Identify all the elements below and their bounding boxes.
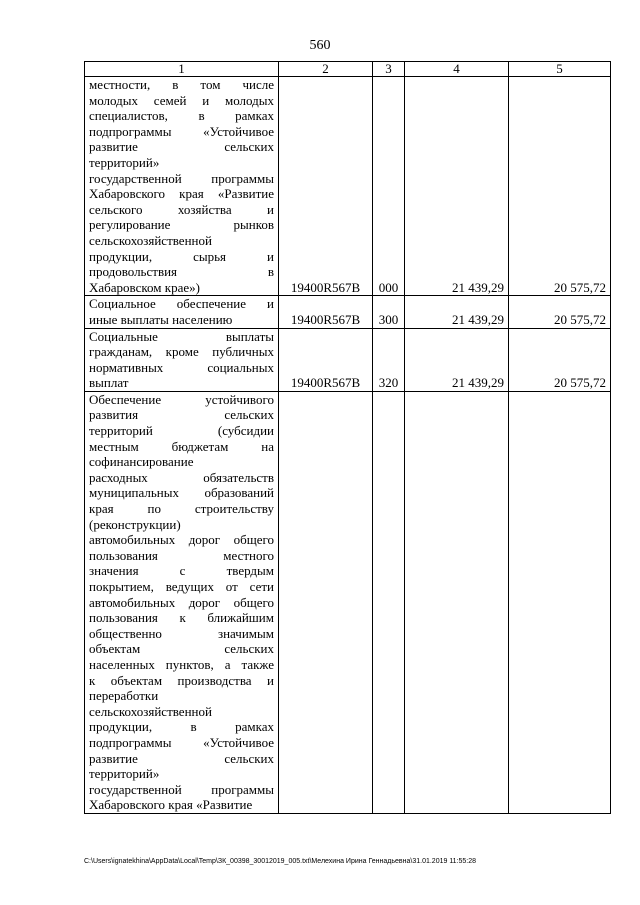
description-line: государственной программы (89, 170, 274, 186)
description-line: объектам сельских (89, 641, 274, 657)
description-line: выплат (89, 375, 129, 391)
description-line: (реконструкции) (89, 516, 181, 532)
target-article-code (279, 391, 373, 813)
description-line: сельскохозяйственной (89, 703, 212, 719)
column-header-5: 5 (509, 62, 611, 77)
column-header-2: 2 (279, 62, 373, 77)
header-row (85, 62, 611, 77)
row-description (85, 296, 279, 328)
description-line: развитие сельских (89, 139, 274, 155)
expense-type-code: 000 (373, 77, 405, 296)
description-line: значения с твердым (89, 563, 274, 579)
description-line: Хабаровском крае») (89, 279, 200, 295)
target-article-code: 19400R567B (279, 296, 373, 328)
amount-year-2: 20 575,72 (509, 77, 611, 296)
amount-year-1: 21 439,29 (405, 328, 509, 391)
amount-year-1: 21 439,29 (405, 77, 509, 296)
amount-year-2 (509, 391, 611, 813)
description-line: сельскохозяйственной (89, 232, 212, 248)
amount-year-2: 20 575,72 (509, 296, 611, 328)
description-line: Социальные выплаты (89, 328, 274, 344)
column-header-1: 1 (85, 62, 279, 77)
description-line: расходных обязательств (89, 469, 274, 485)
expense-type-code: 320 (373, 328, 405, 391)
amount-year-2: 20 575,72 (509, 328, 611, 391)
column-header-4: 4 (405, 62, 509, 77)
amount-year-1 (405, 391, 509, 813)
budget-table (84, 61, 611, 814)
description-line: территорий (субсидии (89, 423, 274, 439)
description-line: к объектам производства и (89, 672, 274, 688)
expense-type-code: 300 (373, 296, 405, 328)
description-line: софинансирование (89, 454, 194, 470)
description-line: края по строительству (89, 501, 274, 517)
description-line: подпрограммы «Устойчивое (89, 123, 274, 139)
description-line: местным бюджетам на (89, 438, 274, 454)
description-line: развития сельских (89, 407, 274, 423)
description-line: иные выплаты населению (89, 311, 233, 327)
column-header-3: 3 (373, 62, 405, 77)
description-line: пользования местного (89, 547, 274, 563)
description-line: гражданам, кроме публичных (89, 344, 274, 360)
description-line: подпрограммы «Устойчивое (89, 734, 274, 750)
description-line: территорий» (89, 154, 160, 170)
table-row (85, 328, 611, 391)
file-path-footer: C:\Users\ignatekhina\AppData\Local\Temp\ЗК_00398_30012019_005.txt\Мелехина Ирина Геннадьевна\31.01.2019 11:55:28 (84, 858, 477, 865)
table-body (85, 77, 611, 814)
description-line: покрытием, ведущих от сети (89, 579, 274, 594)
description-line: переработки (89, 688, 159, 704)
description-line: автомобильных дорог общего (89, 532, 274, 548)
expense-type-code (373, 391, 405, 813)
description-line: государственной программы (89, 781, 274, 797)
description-line: сельского хозяйства и (89, 201, 274, 217)
description-line: территорий» (89, 766, 160, 782)
target-article-code: 19400R567B (279, 328, 373, 391)
amount-year-1: 21 439,29 (405, 296, 509, 328)
description-line: местности, в том числе (89, 77, 274, 92)
description-line: Обеспечение устойчивого (89, 391, 274, 407)
description-line: развитие сельских (89, 750, 274, 766)
description-line: продукции, сырья и (89, 248, 274, 264)
description-line: населенных пунктов, а также (89, 656, 274, 672)
row-description (85, 77, 279, 296)
description-line: пользования к ближайшим (89, 610, 274, 626)
description-line: нормативных социальных (89, 359, 274, 375)
description-line: Социальное обеспечение и (89, 296, 274, 312)
target-article-code: 19400R567B (279, 77, 373, 296)
table-row (85, 391, 611, 813)
description-line: регулирование рынков (89, 217, 274, 233)
description-line: продукции, в рамках (89, 719, 274, 735)
row-description (85, 328, 279, 391)
description-line: Хабаровского края «Развитие (89, 797, 253, 813)
description-line: молодых семей и молодых (89, 92, 274, 108)
description-line: автомобильных дорог общего (89, 594, 274, 610)
description-line: Хабаровского края «Развитие (89, 186, 274, 202)
description-line: муниципальных образований (89, 485, 274, 501)
table-row (85, 77, 611, 296)
page-number: 560 (309, 38, 331, 53)
description-line: продовольствия в (89, 264, 274, 280)
table-row (85, 296, 611, 328)
row-description (85, 391, 279, 813)
description-line: специалистов, в рамках (89, 108, 274, 124)
description-line: общественно значимым (89, 625, 274, 641)
